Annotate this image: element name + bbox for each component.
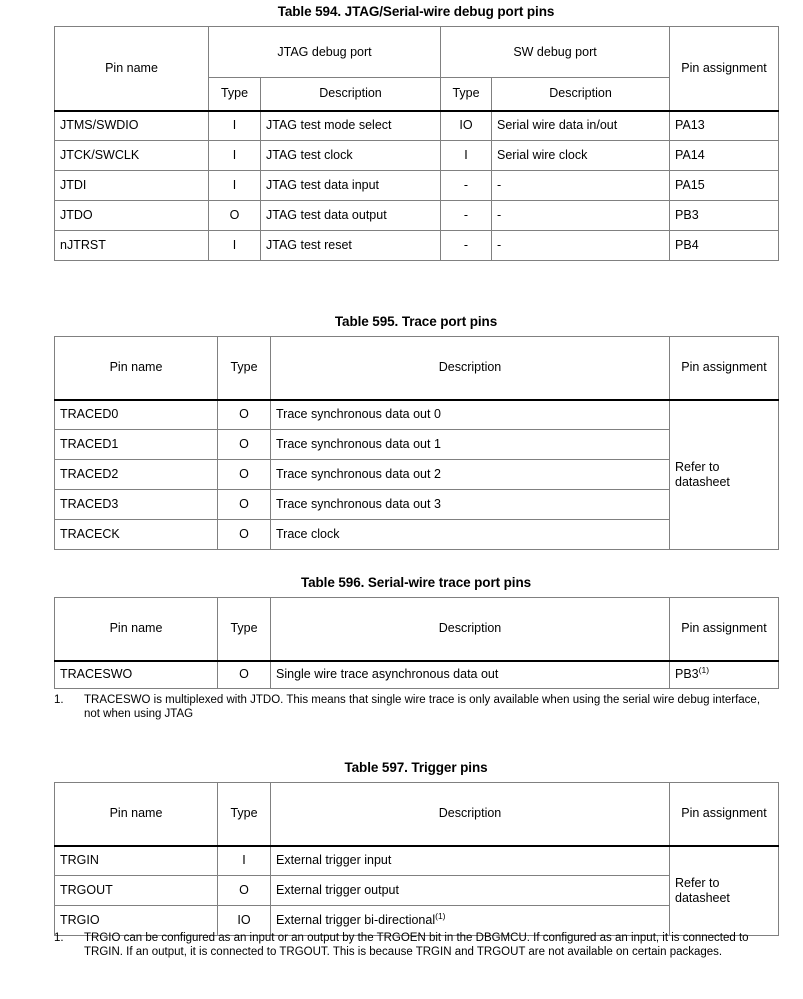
header-pin-name: Pin name — [55, 783, 218, 846]
table-595-block — [54, 314, 778, 550]
footnote-marker: (1) — [698, 665, 710, 676]
header-type: Type — [218, 598, 271, 661]
cell-type: I — [218, 846, 271, 876]
cell-description: Trace synchronous data out 0 — [271, 400, 670, 430]
cell-pin-name: TRACECK — [55, 520, 218, 550]
table-596 — [54, 597, 779, 689]
cell-pin-name: TRACED1 — [55, 430, 218, 460]
cell-pin-assignment — [670, 661, 779, 689]
cell-type: O — [218, 430, 271, 460]
table-row — [55, 400, 779, 430]
table-595-title: Table 595. Trace port pins — [334, 314, 498, 329]
table-594-title: Table 594. JTAG/Serial-wire debug port pins — [277, 4, 555, 19]
cell-sw-type: - — [441, 171, 492, 201]
cell-pin-name: nJTRST — [55, 231, 209, 261]
cell-description: Trace synchronous data out 3 — [271, 490, 670, 520]
cell-sw-description: - — [492, 231, 670, 261]
header-type: Type — [218, 337, 271, 400]
cell-description: Trace clock — [271, 520, 670, 550]
table-row — [55, 111, 779, 141]
cell-pin-name: JTDI — [55, 171, 209, 201]
footnote-number: 1. — [54, 932, 64, 944]
cell-jtag-description: JTAG test mode select — [261, 111, 441, 141]
header-type: Type — [218, 783, 271, 846]
cell-pin-name: JTCK/SWCLK — [55, 141, 209, 171]
table-596-footnote — [54, 694, 764, 721]
table-row — [55, 141, 779, 171]
cell-jtag-type: I — [209, 171, 261, 201]
cell-type: O — [218, 490, 271, 520]
table-row — [55, 661, 779, 689]
table-header-row — [55, 783, 779, 846]
footnote-text: TRGIO can be configured as an input or an output by the TRGOEN bit in the DBGMCU. If configured as an input, it is connected to TRGIN. If an output, it is connected to TRGOUT. This is because TRGIN and TRGOUT are not available on certain packages. — [84, 932, 749, 958]
cell-description — [271, 846, 670, 876]
cell-pin-name: JTDO — [55, 201, 209, 231]
header-description: Description — [271, 598, 670, 661]
table-597-footnote — [54, 932, 772, 959]
cell-sw-type: IO — [441, 111, 492, 141]
cell-pin-name: TRGIN — [55, 846, 218, 876]
cell-pin-assignment-merged: Refer to datasheet — [670, 846, 779, 936]
cell-pin-name: TRACED2 — [55, 460, 218, 490]
cell-jtag-type: I — [209, 231, 261, 261]
table-row — [55, 201, 779, 231]
cell-jtag-description: JTAG test clock — [261, 141, 441, 171]
cell-description — [271, 906, 670, 936]
cell-description-value: External trigger output — [276, 883, 399, 897]
table-row — [55, 171, 779, 201]
table-596-title: Table 596. Serial-wire trace port pins — [300, 575, 532, 590]
cell-pin-assignment-merged: Refer to datasheet — [670, 400, 779, 550]
header-pin-assignment: Pin assignment — [670, 337, 779, 400]
cell-description: Trace synchronous data out 1 — [271, 430, 670, 460]
table-header-row — [55, 337, 779, 400]
cell-sw-type: - — [441, 201, 492, 231]
cell-jtag-description: JTAG test data output — [261, 201, 441, 231]
header-sw-type: Type — [441, 78, 492, 111]
header-pin-name: Pin name — [55, 337, 218, 400]
cell-jtag-type: I — [209, 141, 261, 171]
cell-pin-assignment: PB4 — [670, 231, 779, 261]
cell-type: O — [218, 460, 271, 490]
cell-type: O — [218, 876, 271, 906]
footnote-marker: (1) — [435, 910, 446, 921]
header-pin-assignment: Pin assignment — [670, 783, 779, 846]
cell-jtag-type: I — [209, 111, 261, 141]
table-597-title: Table 597. Trigger pins — [344, 760, 488, 775]
cell-sw-description: Serial wire clock — [492, 141, 670, 171]
cell-sw-type: I — [441, 141, 492, 171]
footnote-number: 1. — [54, 694, 64, 706]
cell-description: Single wire trace asynchronous data out — [271, 661, 670, 689]
cell-jtag-description: JTAG test reset — [261, 231, 441, 261]
cell-pin-name: TRGIO — [55, 906, 218, 936]
header-pin-name: Pin name — [55, 598, 218, 661]
header-sw-description: Description — [492, 78, 670, 111]
header-description: Description — [271, 337, 670, 400]
cell-pin-name: TRACED0 — [55, 400, 218, 430]
cell-sw-description: - — [492, 201, 670, 231]
cell-pin-assignment: PA15 — [670, 171, 779, 201]
header-jtag-type: Type — [209, 78, 261, 111]
table-597 — [54, 782, 779, 936]
header-sw-debug-port: SW debug port — [441, 27, 670, 78]
table-594 — [54, 26, 779, 261]
table-595 — [54, 336, 779, 550]
table-594-block — [54, 4, 778, 261]
cell-pin-assignment: PB3 — [670, 201, 779, 231]
cell-pin-name: TRACED3 — [55, 490, 218, 520]
cell-sw-description: - — [492, 171, 670, 201]
cell-pin-name: TRGOUT — [55, 876, 218, 906]
cell-description-value: External trigger input — [276, 853, 392, 868]
header-pin-assignment: Pin assignment — [670, 598, 779, 661]
cell-jtag-description: JTAG test data input — [261, 171, 441, 201]
cell-description — [271, 876, 670, 906]
cell-pin-name: JTMS/SWDIO — [55, 111, 209, 141]
cell-pin-assignment: PA14 — [670, 141, 779, 171]
cell-pin-assignment-value: PB3 — [675, 667, 699, 682]
table-597-block — [54, 760, 778, 936]
header-pin-assignment: Pin assignment — [670, 27, 779, 111]
cell-description: Trace synchronous data out 2 — [271, 460, 670, 490]
header-jtag-debug-port: JTAG debug port — [209, 27, 441, 78]
header-description: Description — [271, 783, 670, 846]
cell-pin-assignment: PA13 — [670, 111, 779, 141]
footnote-text: TRACESWO is multiplexed with JTDO. This means that single wire trace is only available when using the serial wire debug interface, not when using JTAG — [84, 694, 761, 720]
cell-type: O — [218, 661, 271, 689]
header-jtag-description: Description — [261, 78, 441, 111]
cell-type: O — [218, 520, 271, 550]
cell-type: O — [218, 400, 271, 430]
cell-description-value: External trigger bi-directional — [276, 913, 436, 927]
table-row — [55, 846, 779, 876]
table-header-row — [55, 27, 779, 78]
table-header-row — [55, 598, 779, 661]
cell-sw-type: - — [441, 231, 492, 261]
cell-sw-description: Serial wire data in/out — [492, 111, 670, 141]
table-596-block — [54, 575, 778, 689]
header-pin-name: Pin name — [55, 27, 209, 111]
cell-type: IO — [218, 906, 271, 936]
cell-pin-name: TRACESWO — [55, 661, 218, 689]
cell-jtag-type: O — [209, 201, 261, 231]
table-row — [55, 231, 779, 261]
